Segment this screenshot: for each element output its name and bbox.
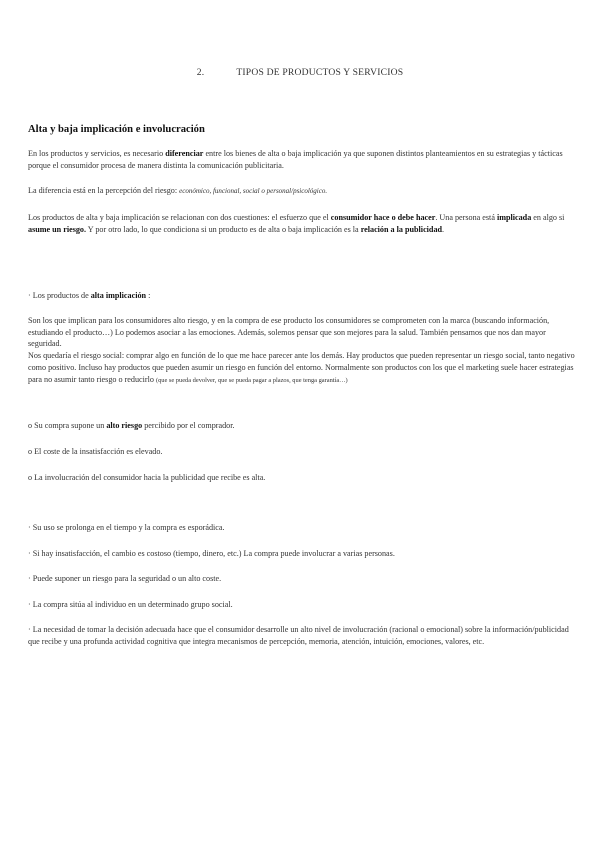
bullet-item-4: · La compra sitúa al individuo en un determinado grupo social. [28, 600, 233, 609]
subsection-heading: Alta y baja implicación e involucración [28, 124, 205, 135]
section-title-text: TIPOS DE PRODUCTOS Y SERVICIOS [236, 67, 404, 78]
intro-paragraph-1: En los productos y servicios, es necesario diferenciar entre los bienes de alta o baja implicación ya que suponen distintos planteamientos en su estrategias y tácticas porque el consumidor procesa de manera distinta la comunicación publicitaria. [28, 149, 563, 170]
intro-paragraph-2: La diferencia está en la percepción del riesgo: económico, funcional, social o personal/psicológico. [28, 186, 328, 195]
alta-implicacion-body: Son los que implican para los consumidores alto riesgo, y en la compra de ese producto los consumidores se comprometen con la marca (buscando información, estudiando el producto…) Lo podemos asociar a las emociones. Además, solemos pensar que son mejores para la salud. También pensamos que nos dan mayor seguridad. Nos quedaría el riesgo social: comprar algo en función de lo que me hace parecer ante los demás. Hay productos que pueden representar un riesgo social, tanto negativo como positivo. Incluso hay productos que pueden asumir un riesgo en función del entorno. Normalmente son productos con los que el marketing suele hacer estrategias para no asumir tanto riesgo o reducirlo (que se pueda devolver, que se pueda pagar a plazos, que tenga garantía…) [28, 316, 575, 384]
alta-implicacion-label: · Los productos de alta implicación : [28, 291, 151, 300]
section-number: 2. [196, 67, 205, 78]
alta-item-1: o Su compra supone un alto riesgo percibido por el comprador. [28, 421, 235, 430]
bullet-item-2: · Si hay insatisfacción, el cambio es costoso (tiempo, dinero, etc.) La compra puede involucrar a varias personas. [28, 549, 395, 558]
bullet-item-3: · Puede suponer un riesgo para la seguridad o un alto coste. [28, 574, 222, 583]
bullet-item-5: · La necesidad de tomar la decisión adecuada hace que el consumidor desarrolle un alto nivel de involucración (racional o emocional) sobre la información/publicidad que recibe y una profunda actividad cognitiva que integra mecanismos de percepción, memoria, atención, intuición, emociones, valores, etc. [28, 625, 569, 646]
bullet-item-1: · Su uso se prolonga en el tiempo y la compra es esporádica. [28, 523, 225, 532]
alta-item-3: o La involucración del consumidor hacia la publicidad que recibe es alta. [28, 473, 266, 482]
alta-item-2: o El coste de la insatisfacción es elevado. [28, 447, 163, 456]
intro-paragraph-3: Los productos de alta y baja implicación se relacionan con dos cuestiones: el esfuerzo que el consumidor hace o debe hacer. Una persona está implicada en algo si asume un riesgo. Y por otro lado, lo que condiciona si un producto es de alta o baja implicación es la relación a la publicidad. [28, 213, 565, 234]
section-title [0, 67, 600, 78]
